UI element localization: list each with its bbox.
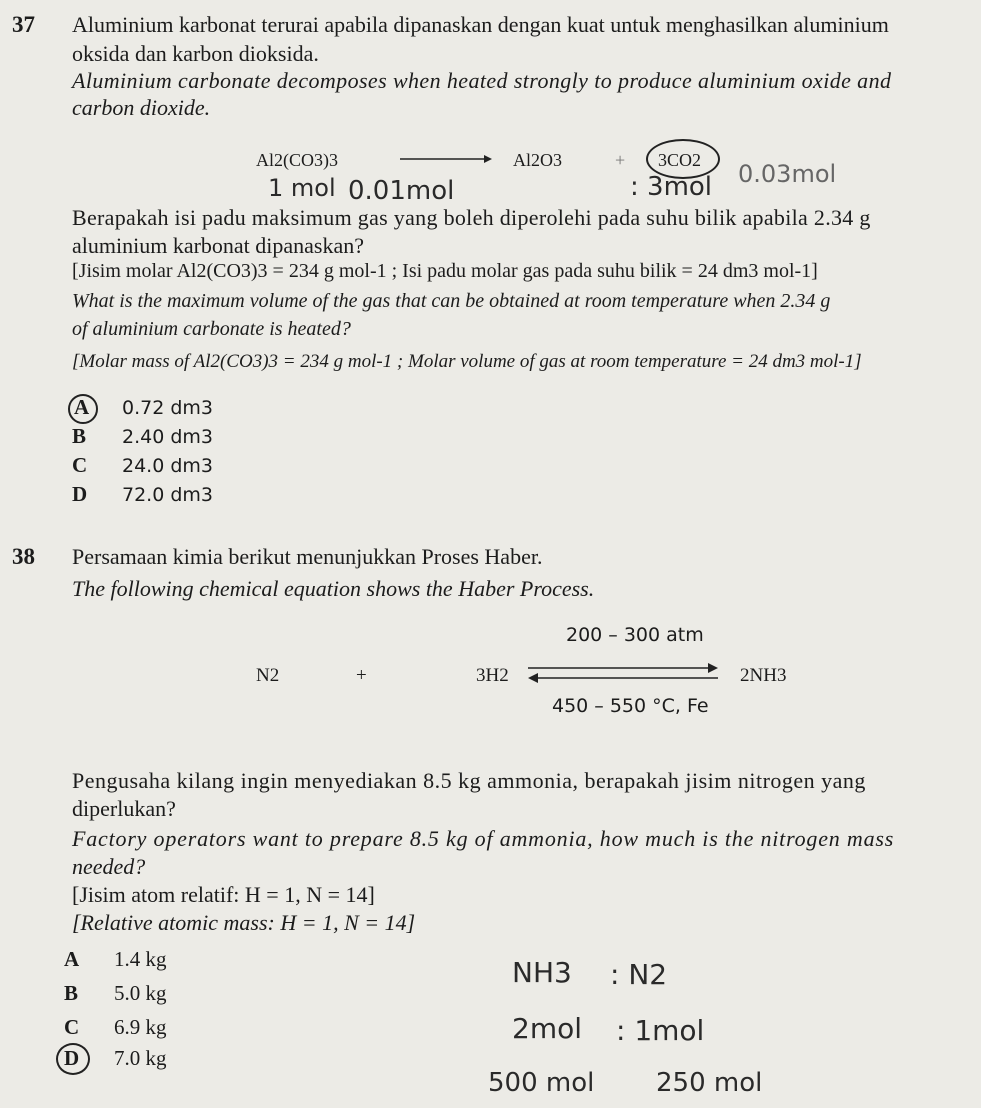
q37-eq-arrow: [400, 152, 492, 166]
q38-option-a-value: 1.4 kg: [114, 947, 167, 971]
q38-eq-reversible-arrow: [528, 662, 718, 684]
q37-option-d-value: 72.0 dm3: [122, 484, 214, 506]
q37-intro-en-line1: Aluminium carbonate decomposes when heated strongly to produce aluminium oxide and: [72, 68, 892, 93]
q38-data-ms: [Jisim atom relatif: H = 1, N = 14]: [72, 882, 375, 907]
q37-eq-reactant: [256, 150, 338, 171]
q37-eq-product2: 3CO2: [658, 150, 702, 170]
q37-question-en-line2: of aluminium carbonate is heated?: [72, 318, 351, 340]
q37-option-c-letter: C: [72, 453, 88, 477]
q38-data-en: [Relative atomic mass: H = 1, N = 14]: [72, 910, 416, 935]
q37-intro-ms-line1: Aluminium karbonat terurai apabila dipanaskan dengan kuat untuk menghasilkan aluminium: [72, 12, 889, 37]
q37-intro-ms-line2: oksida dan karbon dioksida.: [72, 41, 319, 66]
q37-option-c-value: 24.0 dm3: [122, 455, 214, 477]
q37-hand-reactant-amount: 0.01mol: [348, 176, 455, 206]
q37-eq-product1: Al2O3: [513, 150, 562, 170]
q38-eq-reactant1: N2: [256, 665, 280, 686]
q38-hand-ratio-right-top: : N2: [610, 958, 668, 991]
q37-eq-reactant-text: Al2(CO3)3: [256, 150, 338, 170]
q38-option-b-value: 5.0 kg: [114, 981, 167, 1005]
q38-option-c-value: 6.9 kg: [114, 1015, 167, 1039]
q38-eq-plus: +: [356, 665, 367, 686]
q38-question-ms-line1: Pengusaha kilang ingin menyediakan 8.5 kg ammonia, berapakah jisim nitrogen yang: [72, 768, 866, 793]
q38-hand-ratio-right-mid: : 1mol: [616, 1014, 705, 1047]
q37-data-en: [Molar mass of Al2(CO3)3 = 234 g mol-1 ; Molar volume of gas at room temperature = 24 dm3 mol-1]: [72, 351, 862, 372]
q37-option-b-letter: B: [72, 424, 87, 448]
q38-option-b-letter: B: [64, 981, 79, 1005]
q38-question-en-line2: needed?: [72, 854, 146, 879]
q37-hand-answer-mol: 0.03mol: [738, 160, 837, 188]
q37-question-en-line1: What is the maximum volume of the gas that can be obtained at room temperature when 2.34 g: [72, 290, 831, 312]
q38-question-en-line1: Factory operators want to prepare 8.5 kg of ammonia, how much is the nitrogen mass: [72, 826, 895, 851]
q37-option-b-value: 2.40 dm3: [122, 426, 214, 448]
q37-option-a-value: 0.72 dm3: [122, 397, 214, 419]
q37-data-ms: [Jisim molar Al2(CO3)3 = 234 g mol-1 ; Isi padu molar gas pada suhu bilik = 24 dm3 mol-1]: [72, 260, 818, 282]
q37-option-a-letter: A: [74, 395, 90, 419]
q38-hand-ratio-left-top: NH3: [512, 956, 572, 989]
q38-eq-reactant2: 3H2: [476, 665, 509, 686]
q38-intro-en: The following chemical equation shows the Haber Process.: [72, 576, 595, 601]
q37-intro-en-line2: carbon dioxide.: [72, 95, 211, 120]
q38-option-d-value: 7.0 kg: [114, 1046, 167, 1070]
q37-option-d-letter: D: [72, 482, 88, 506]
q37-eq-plus: +: [615, 150, 626, 170]
q38-eq-product: 2NH3: [740, 665, 787, 686]
q38-option-c-letter: C: [64, 1015, 80, 1039]
q37-hand-product-ratio: : 3mol: [630, 172, 713, 202]
q37-question-ms-line1: Berapakah isi padu maksimum gas yang boleh diperolehi pada suhu bilik apabila 2.34 g: [72, 205, 871, 230]
q38-eq-condition-top: 200 – 300 atm: [566, 624, 704, 646]
q38-question-ms-line2: diperlukan?: [72, 796, 176, 821]
q38-hand-ratio-right-bottom: 250 mol: [656, 1068, 763, 1098]
q38-option-d-letter: D: [64, 1046, 80, 1070]
q38-hand-ratio-left-mid: 2mol: [512, 1012, 582, 1045]
q38-intro-ms: Persamaan kimia berikut menunjukkan Proses Haber.: [72, 544, 543, 569]
q38-number: 38: [12, 544, 35, 569]
q38-eq-condition-bottom: 450 – 550 °C, Fe: [552, 695, 709, 717]
q38-option-a-letter: A: [64, 947, 80, 971]
q37-number: 37: [12, 12, 35, 37]
q37-hand-reactant-mol: 1 mol: [268, 174, 336, 202]
q38-hand-ratio-left-bottom: 500 mol: [488, 1068, 595, 1098]
q37-question-ms-line2: aluminium karbonat dipanaskan?: [72, 233, 365, 258]
